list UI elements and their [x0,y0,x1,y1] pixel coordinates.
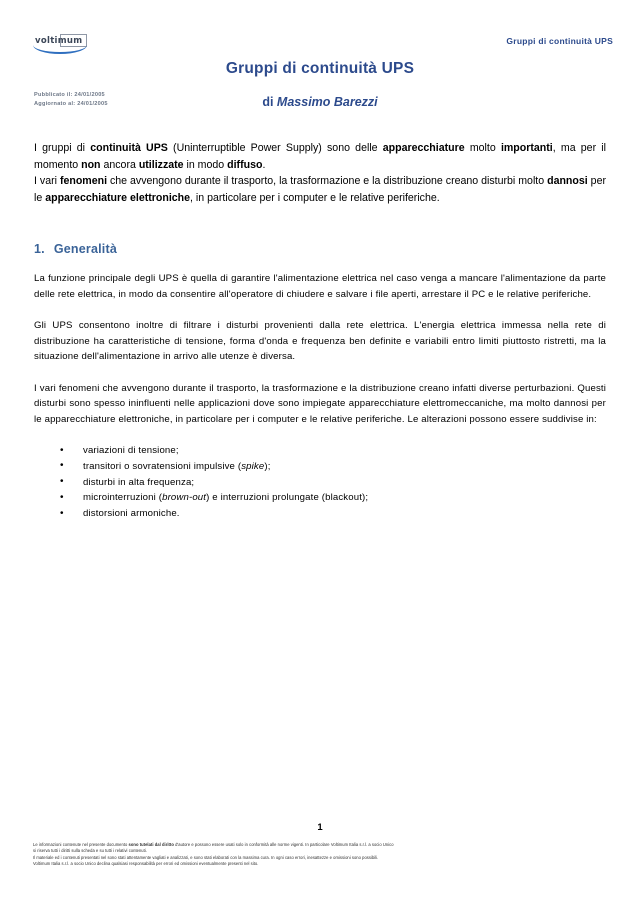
list-item-text: variazioni di tensione; [83,445,179,456]
intro-p2-bold3: apparecchiature elettroniche [45,191,191,204]
intro-paragraph-2 [34,173,606,206]
footer-line-3: Il materiale ed i contenuti presentati nel sono stati attentamente vagliati e analizzati, e sono stati elaborati con la massima cura. In ogni caso errori, inesattezze e omissioni sono possibili. [33,854,379,860]
section-heading-generalita [34,242,606,256]
intro-p1-bold1: continuità UPS [90,142,168,154]
running-head: Gruppi di continuità UPS [506,36,613,46]
page-header [33,33,613,59]
published-date: Pubblicato il: 24/01/2005 [34,92,105,98]
section-number: 1. [34,242,45,256]
document-body [34,140,606,522]
section-spacer [34,206,606,242]
intro-p2-seg4: , in particolare per i computer e le relative periferiche. [190,191,440,204]
intro-p1-seg4: , ma per il momento [34,142,607,171]
intro-p1-seg3: molto [464,142,501,154]
list-item-text: microinterruzioni ( [83,492,163,504]
section1-paragraph-3: I vari fenomeni che avvengono durante il trasporto, la trasformazione e la distribuzione creano infatti diverse perturbazioni. Questi disturbi sono spesso ininfluenti nelle applicazioni dove sono impiegate apparecchiature elettromeccaniche, ma molto dannosi per le apparecchiature elettroniche, in particolare per i computer e le relative periferiche. Le alterazioni possono essere suddivise in: [34,382,606,425]
intro-p1-seg1: I gruppi di [34,142,91,154]
list-item-text: transitori o sovratensioni impulsive ( [83,460,242,472]
list-item [34,475,606,491]
list-item [34,443,606,459]
intro-p1-seg2: (Uninterruptible Power Supply) sono delle [167,142,383,154]
footer-line1-seg1: Le informazioni contenute nel presente documento [33,842,129,847]
intro-p2-seg2: che avvengono durante il trasporto, la trasformazione e la distribuzione creano disturbi molto [107,175,548,187]
intro-p1-seg6: in modo [183,158,228,171]
logo-wordmark: voltimum [35,36,83,46]
list-item-suffix: ); [264,460,271,472]
author-name: Massimo Barezzi [276,95,378,109]
byline-prefix: di [262,95,277,109]
intro-paragraph-1 [34,140,606,173]
footer-line-2: si riserva tutti i diritti sulla scheda e su tutti i relativi contenuti. [33,848,147,854]
page-title: Gruppi di continuità UPS [225,60,415,77]
list-item-emphasis: spike [241,460,265,472]
section1-paragraph-1: La funzione principale degli UPS è quella di garantire l'alimentazione elettrica nel caso venga a mancare l'alimentazione da parte delle rete elettrica, in modo da consentire all'operatore di chiudere e salvare i file aperti, arrestare il PC e le relative periferiche. [34,273,606,300]
list-item-suffix: ) e interruzioni prolungate (blackout); [206,492,369,504]
intro-p1-seg7: . [262,158,266,171]
intro-p2-seg1: I vari [34,175,60,187]
footer-disclaimer [33,842,611,867]
logo-swoosh-icon [33,45,87,54]
intro-p1-bold3: importanti [500,142,553,154]
intro-p1-bold2: apparecchiature [382,142,465,154]
list-item-emphasis: brown-out [162,492,207,504]
footer-line-4: Voltimum Italia s.r.l. a socio Unico declina qualsiasi responsabilità per errori ed omissioni eventualmente presenti nel sito. [33,860,259,866]
page-number: 1 [317,822,323,833]
intro-p1-bold4: non [81,158,101,171]
section-title: Generalità [53,242,117,256]
updated-date: Aggiornato al: 24/01/2005 [34,100,108,107]
intro-p2-bold1: fenomeni [59,175,108,187]
voltimum-logo [33,33,89,55]
alterations-list [34,443,606,522]
intro-p2-seg3: per le [34,175,606,204]
list-item-text: disturbi in alta frequenza; [83,476,195,488]
list-item [34,459,606,475]
intro-p1-bold5: utilizzate [138,158,184,171]
footer-line1-bold: sono tutelati dal diritto [128,842,174,847]
publication-dates [34,91,108,108]
intro-p1-bold6: diffuso [227,158,263,171]
intro-p2-bold2: dannosi [547,175,588,187]
list-item-text: distorsioni armoniche. [83,508,180,520]
section-1-body [34,271,606,522]
intro-p1-seg5: ancora [100,158,139,171]
section1-paragraph-2: Gli UPS consentono inoltre di filtrare i disturbi provenienti dalla rete elettrica. L'energia elettrica immessa nella rete di distribuzione ha caratteristiche di tensione, forma d'onda e frequenza ben definite e variabili entro limiti piuttosto ristretti, ma la situazione dell'alimentazione in arrivo alle utenze è diversa. [34,320,606,362]
list-item [34,490,606,506]
list-item [34,506,606,522]
footer-line1-seg2: d'autore e possono essere usati solo in conformità alle norme vigenti. In particolare Voltimum Italia s.r.l. a socio Unico [173,842,394,847]
